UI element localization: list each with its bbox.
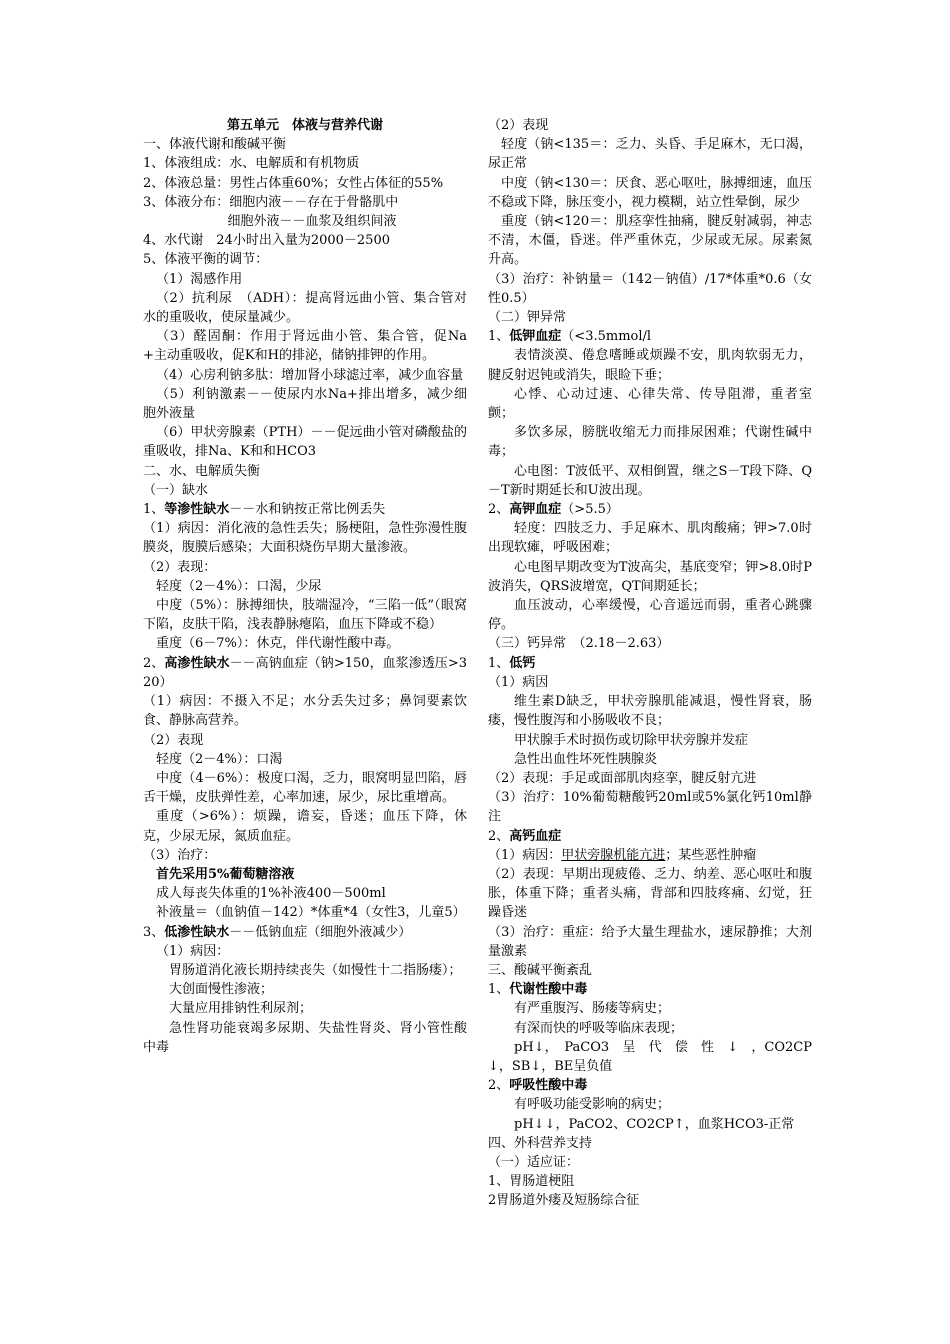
right-paragraph: 心电图：T波低平、双相倒置，继之S－T段下降、Q－T新时期延长和U波出现。	[488, 463, 812, 498]
right-paragraph: 表情淡漠、倦怠嗜睡或烦躁不安，肌肉软弱无力，腱反射迟钝或消失，眼睑下垂；	[488, 348, 812, 383]
right-paragraph: （三）钙异常 （2.18－2.63）	[488, 636, 670, 652]
right-text-pre: 2、	[488, 502, 510, 518]
left-paragraph: 一、体液代谢和酸碱平衡	[143, 137, 287, 153]
left-paragraph: 1、体液组成：水、电解质和有机物质	[143, 156, 360, 172]
left-paragraph: （一）缺水	[143, 482, 209, 498]
left-paragraph: 3、体液分布：细胞内液－－存在于骨骼肌中	[143, 194, 399, 210]
left-paragraph: 5、体液平衡的调节：	[143, 252, 269, 268]
right-text-bold: 代谢性酸中毒	[509, 982, 588, 998]
right-text-pre: 1、	[488, 329, 510, 345]
left-paragraph: （3）治疗：	[143, 847, 217, 863]
right-paragraph: （3）治疗：重症：给予大量生理盐水，速尿静推；大剂量激素	[488, 924, 812, 959]
right-text-bold: 呼吸性酸中毒	[509, 1078, 588, 1094]
left-paragraph	[143, 654, 467, 692]
left-paragraph: （1）渴感作用	[156, 271, 243, 287]
left-paragraph: 胃肠道消化液长期持续丧失（如慢性十二指肠瘘）；	[169, 962, 462, 978]
right-paragraph: 维生素D缺乏，甲状旁腺肌能减退，慢性肾衰，肠瘘，慢性腹泻和小肠吸收不良；	[488, 694, 812, 729]
right-text-post: （<3.5mmol/l	[561, 329, 652, 345]
left-text-post: －－高钠血症（钠>150，血浆渗透压>320）	[143, 655, 467, 690]
left-paragraph: 第五单元 体液与营养代谢	[226, 118, 383, 133]
right-paragraph: （3）治疗：10%葡萄糖酸钙20ml或5%氯化钙10ml静注	[488, 790, 812, 825]
right-text-bold: 高钾血症	[509, 502, 562, 518]
right-paragraph: （2）表现：早期出现疲倦、乏力、纳差、恶心呕吐和腹胀，体重下降；重者头痛，背部和四肢疼痛、幻觉，狂躁昏迷	[488, 866, 812, 921]
left-paragraph: 首先采用5%葡萄糖溶液	[156, 866, 295, 882]
left-paragraph: 中度（4－6%）：极度口渴，乏力，眼窝明显凹陷，唇舌干燥，皮肤弹性差，心率加速，尿少，尿比重增高。	[143, 770, 467, 806]
right-text-bold: 低钾血症	[509, 329, 562, 345]
left-text-bold: 低渗性缺水	[164, 924, 230, 940]
left-paragraph: 急性肾功能衰竭多尿期、失盐性肾炎、肾小管性酸中毒	[143, 1020, 467, 1055]
right-text-pre: （1）病因：	[488, 847, 562, 863]
left-text-pre: 2、	[143, 655, 165, 671]
left-paragraph: 4、水代谢 24小时出入量为2000－2500	[143, 233, 390, 249]
left-text-bold: 高渗性缺水	[164, 655, 230, 671]
right-paragraph: 血压波动，心率缓慢，心音遥远而弱，重者心跳骤停。	[488, 598, 812, 633]
left-paragraph: 重度（>6%）：烦躁，谵妄，昏迷；血压下降，休克，少尿无尿，氮质血症。	[143, 809, 467, 844]
right-paragraph: pH↓↓，PaCO2、CO2CP↑，血浆HCO3-正常	[514, 1116, 795, 1132]
left-paragraph	[143, 500, 467, 519]
left-paragraph: 二、水、电解质失衡	[143, 463, 261, 479]
left-paragraph: 成人每丧失体重的1%补液400－500ml	[156, 886, 386, 902]
right-paragraph: 有深而快的呼吸等临床表现；	[514, 1020, 684, 1036]
left-paragraph: （3）醛固酮：作用于肾远曲小管、集合管，促Na+主动重吸收，促K和H的排泌，储钠排钾的作用。	[143, 329, 467, 364]
right-text-underline: 甲状旁腺机能亢进	[561, 847, 666, 863]
left-paragraph: 中度（5%）：脉搏细快，肢端湿冷，“三陷一低”（眼窝下陷，皮肤干陷，浅表静脉瘪陷，血压下降或不稳）	[143, 598, 467, 633]
right-text-pre: 1、	[488, 655, 510, 671]
right-paragraph	[488, 500, 812, 519]
left-text-post: －－低钠血症（细胞外液减少）	[229, 924, 412, 940]
right-paragraph: （3）治疗：补钠量＝（142－钠值）/17*体重*0.6（女性0.5）	[488, 271, 812, 306]
right-paragraph: pH↓， PaCO3 呈 代 偿 性 ↓ ，CO2CP↓，SB↓，BE呈负值	[488, 1039, 812, 1074]
right-text-post: （>5.5）	[561, 502, 619, 518]
right-paragraph	[488, 980, 812, 999]
right-paragraph: 中度（钠<130＝：厌食、恶心呕吐，脉搏细速，血压不稳或下降，脉压变小，视力模糊，站立性晕倒，尿少	[488, 175, 812, 210]
right-paragraph: 轻度（钠<135＝：乏力、头昏、手足麻木，无口渴，尿正常	[488, 137, 812, 172]
left-paragraph: （6）甲状旁腺素（PTH）－－促远曲小管对磷酸盐的重吸收，排Na、K和和HCO3	[143, 425, 467, 460]
right-text-pre: 2、	[488, 828, 510, 844]
left-text-pre: 1、	[143, 502, 165, 518]
right-paragraph: （二）钾异常	[488, 310, 567, 326]
left-paragraph: （4）心房利钠多肽：增加肾小球滤过率，减少血容量	[156, 367, 464, 383]
right-paragraph: （2）表现	[488, 118, 549, 133]
right-paragraph	[488, 846, 812, 865]
right-paragraph: 1、胃肠道梗阻	[488, 1174, 575, 1190]
right-column	[488, 116, 812, 1211]
left-text-post: －－水和钠按正常比例丢失	[229, 502, 386, 518]
right-paragraph	[488, 327, 812, 346]
right-paragraph	[488, 827, 812, 846]
left-paragraph: （1）病因：消化液的急性丢失；肠梗阻，急性弥漫性腹膜炎，腹膜后感染；大面积烧伤早期大量渗液。	[143, 521, 467, 556]
left-paragraph	[143, 923, 467, 942]
left-paragraph: （2）抗利尿 （ADH）：提高肾远曲小管、集合管对水的重吸收，使尿量减少。	[143, 290, 467, 326]
right-text-bold: 低钙	[509, 655, 536, 671]
right-paragraph: 心悸、心动过速、心律失常、传导阻滞，重者室颤；	[488, 386, 812, 422]
left-paragraph: 大创面慢性渗液；	[169, 982, 274, 998]
right-paragraph: 有严重腹泻、肠瘘等病史；	[514, 1001, 671, 1017]
left-text-bold: 等渗性缺水	[164, 502, 230, 518]
right-paragraph: 三、酸碱平衡紊乱	[488, 962, 593, 978]
left-paragraph: 重度（6－7%）：休克，伴代谢性酸中毒。	[156, 636, 400, 652]
right-paragraph: 多饮多尿，膀胱收缩无力而排尿困难；代谢性碱中毒；	[488, 425, 812, 460]
right-paragraph: 急性出血性坏死性胰腺炎	[514, 751, 658, 767]
right-paragraph: （2）表现：手足或面部肌肉痉挛，腱反射亢进	[488, 770, 757, 786]
right-paragraph: 甲状腺手术时损伤或切除甲状旁腺并发症	[514, 732, 749, 748]
left-paragraph: 补液量＝（血钠值－142）*体重*4（女性3，儿童5）	[156, 905, 466, 921]
right-paragraph: （一）适应证：	[488, 1154, 580, 1170]
right-paragraph: 有呼吸功能受影响的病史；	[514, 1097, 671, 1113]
left-paragraph: （2）表现	[143, 732, 204, 748]
left-paragraph: 轻度（2－4%）：口渴，少尿	[156, 578, 322, 594]
right-paragraph	[488, 654, 812, 673]
left-paragraph: 2、体液总量：男性占体重60%；女性占体征的55%	[143, 175, 444, 191]
right-text-pre: 1、	[488, 982, 510, 998]
left-paragraph: 大量应用排钠性利尿剂；	[169, 1001, 313, 1017]
left-paragraph: （1）病因：不摄入不足；水分丢失过多；鼻饲要素饮食、静脉高营养。	[143, 694, 467, 729]
left-column	[143, 116, 467, 1057]
right-paragraph: 心电图早期改变为T波高尖，基底变窄；钾>8.0时P波消失，QRS波增宽，QT间期延长；	[488, 559, 812, 594]
left-paragraph: （5）利钠激素－－使尿内水Na+排出增多，减少细胞外液量	[143, 386, 467, 422]
right-text-post: ；某些恶性肿瘤	[665, 847, 757, 863]
left-paragraph: 轻度（2－4%）：口渴	[156, 751, 283, 767]
right-paragraph: 2胃肠道外瘘及短肠综合征	[488, 1193, 640, 1209]
left-paragraph: （1）病因：	[156, 943, 230, 959]
left-text-pre: 3、	[143, 924, 165, 940]
right-text-pre: 2、	[488, 1078, 510, 1094]
left-paragraph: （2）表现：	[143, 559, 217, 575]
right-paragraph: （1）病因	[488, 674, 549, 690]
right-paragraph: 四、外科营养支持	[488, 1135, 593, 1151]
right-paragraph	[488, 1076, 812, 1095]
left-paragraph: 细胞外液－－血浆及组织间液	[175, 214, 397, 230]
right-text-bold: 高钙血症	[509, 828, 562, 844]
right-paragraph: 重度（钠<120＝：肌痉挛性抽痛，腱反射减弱，神志不清，木僵，昏迷。伴严重休克，少尿或无尿。尿素氮升高。	[488, 214, 812, 268]
right-paragraph: 轻度：四肢乏力、手足麻木、肌肉酸痛；钾>7.0时出现软瘫，呼吸困难；	[488, 521, 812, 556]
